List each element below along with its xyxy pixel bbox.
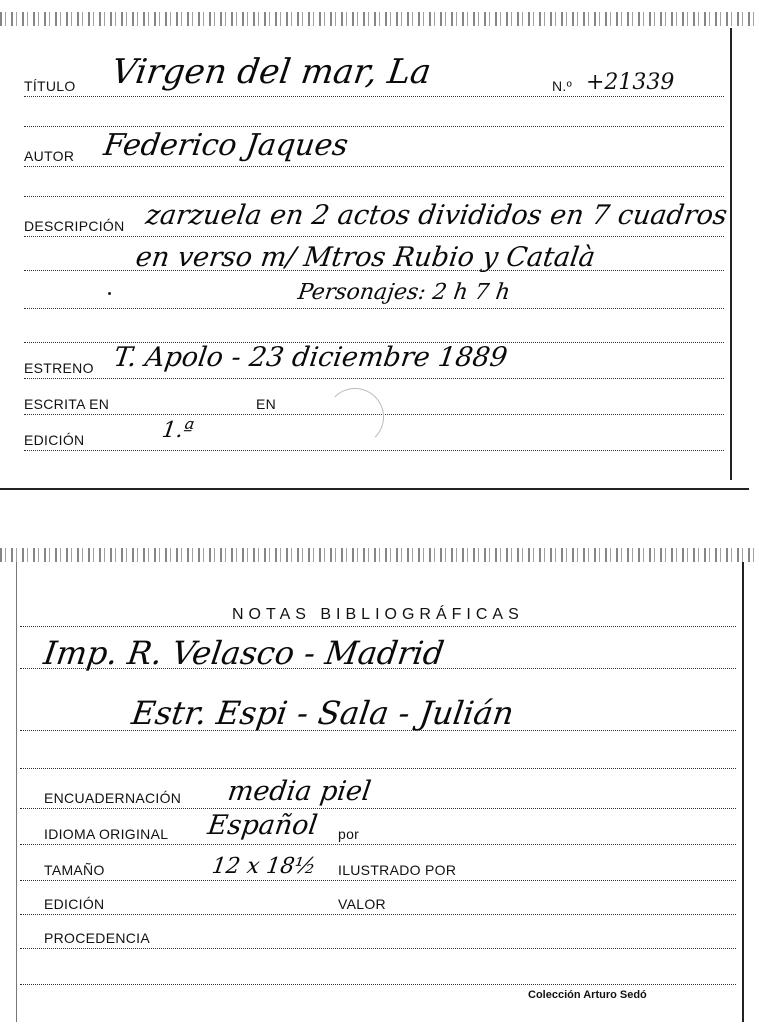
- titulo-label: TÍTULO: [24, 78, 76, 94]
- rule-edicion: [24, 450, 724, 451]
- numero-value: +21339: [586, 70, 675, 95]
- descripcion-label: DESCRIPCIÓN: [24, 218, 125, 234]
- edicion-label: EDICIÓN: [44, 896, 105, 912]
- ink-dot: [108, 292, 111, 295]
- en-label: EN: [256, 396, 277, 412]
- titulo-value: Virgen del mar, La: [109, 52, 434, 92]
- rule-notes-3: [20, 768, 736, 769]
- idioma-original-label: IDIOMA ORIGINAL: [44, 826, 169, 842]
- rule-descripcion-1: [24, 236, 724, 237]
- faint-stamp-mark: [326, 388, 384, 446]
- card-right-edge: [742, 562, 744, 1022]
- rule-notes-1: [20, 668, 736, 669]
- card-top-edge: [0, 548, 759, 562]
- rule-bottom: [20, 984, 736, 985]
- encuadernacion-label: ENCUADERNACIÓN: [44, 790, 182, 806]
- numero-label: N.º: [552, 78, 573, 94]
- descripcion-line-1: zarzuela en 2 actos divididos en 7 cuadros: [143, 200, 730, 231]
- rule-tamano: [20, 880, 736, 881]
- encuadernacion-value: media piel: [225, 776, 373, 807]
- rule-descripcion-2: [24, 270, 724, 271]
- card-right-edge: [730, 28, 732, 480]
- card-left-edge: [16, 562, 17, 1022]
- rule-titulo: [24, 96, 724, 97]
- rule-blank-1: [24, 126, 724, 127]
- autor-value: Federico Jaques: [101, 128, 351, 163]
- tamano-label: TAMAÑO: [44, 862, 105, 878]
- rule-idioma: [20, 844, 736, 845]
- tamano-value: 12 x 18½: [210, 854, 318, 879]
- notas-bibliograficas-heading: NOTAS BIBLIOGRÁFICAS: [232, 606, 524, 623]
- idioma-por-label: por: [338, 826, 360, 842]
- card-bottom-edge: [0, 488, 749, 490]
- catalog-card-front: [0, 0, 759, 490]
- autor-label: AUTOR: [24, 148, 75, 164]
- catalog-card-back: [0, 540, 759, 1028]
- descripcion-line-2: en verso m/ Mtros Rubio y Català: [133, 242, 598, 273]
- estreno-value: T. Apolo - 23 diciembre 1889: [111, 342, 510, 373]
- idioma-original-value: Español: [205, 810, 320, 841]
- rule-edicion-2: [20, 914, 736, 915]
- rule-encuadernacion: [20, 808, 736, 809]
- rule-estreno: [24, 378, 724, 379]
- rule-procedencia: [20, 948, 736, 949]
- edicion-value: 1.ª: [160, 418, 196, 443]
- rule-notes-2: [20, 730, 736, 731]
- escrita-en-label: ESCRITA EN: [24, 396, 110, 412]
- rule-autor: [24, 166, 724, 167]
- note-imprenta: Imp. R. Velasco - Madrid: [41, 634, 447, 672]
- rule-descripcion-3: [24, 308, 724, 309]
- rule-notes-0: [20, 626, 736, 627]
- estreno-label: ESTRENO: [24, 360, 94, 376]
- valor-label: VALOR: [338, 896, 386, 912]
- descripcion-line-3: Personajes: 2 h 7 h: [296, 280, 512, 305]
- ilustrado-por-label: ILUSTRADO POR: [338, 862, 457, 878]
- collection-credit: Colección Arturo Sedó: [528, 989, 647, 1001]
- procedencia-label: PROCEDENCIA: [44, 930, 150, 946]
- card-top-edge: [0, 12, 759, 26]
- edicion-label: EDICIÓN: [24, 432, 85, 448]
- note-establecimiento: Estr. Espi - Sala - Julián: [129, 694, 517, 732]
- rule-blank-2: [24, 196, 724, 197]
